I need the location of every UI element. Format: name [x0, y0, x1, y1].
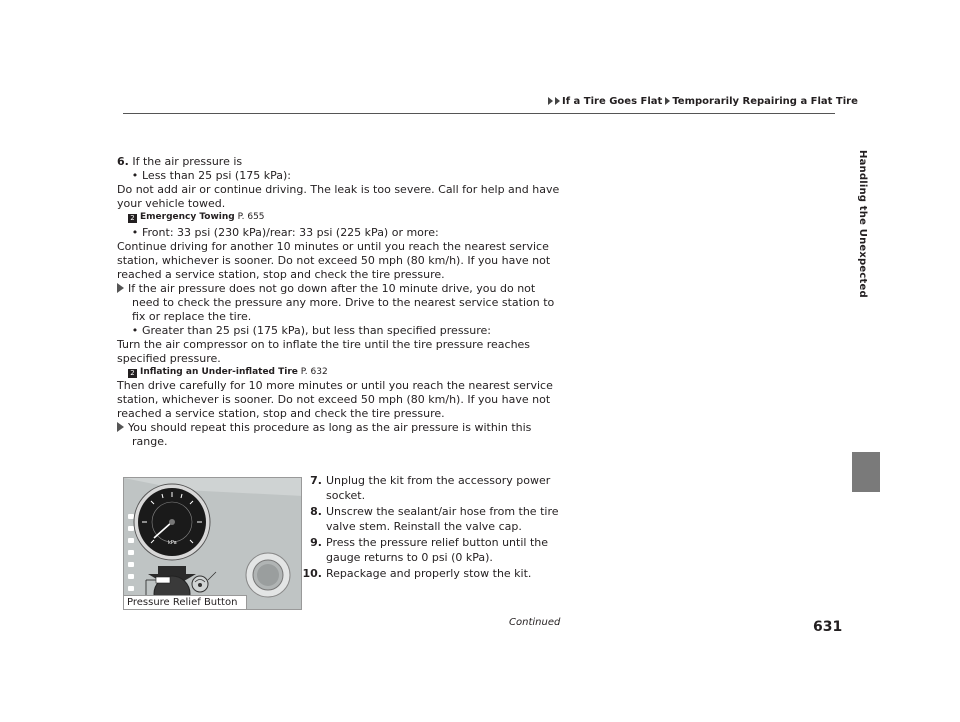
- note-line: need to check the pressure any more. Drive to the nearest service station to: [132, 296, 555, 309]
- paragraph-line: Turn the air compressor on to inflate the tire until the tire pressure reaches: [117, 338, 531, 351]
- step-number: 7.: [310, 474, 322, 487]
- bullet-item: [117, 324, 557, 338]
- breadcrumb-section[interactable]: If a Tire Goes Flat: [562, 95, 663, 107]
- step-line: Unplug the kit from the accessory power: [326, 474, 551, 487]
- pressure-gauge: [134, 484, 210, 560]
- step-number: 9.: [310, 536, 322, 549]
- reference-title[interactable]: Emergency Towing: [140, 212, 235, 222]
- step-line: gauge returns to 0 psi (0 kPa).: [326, 551, 493, 564]
- step-6: [117, 155, 557, 169]
- step-7: [306, 473, 561, 503]
- breadcrumb-topic[interactable]: Temporarily Repairing a Flat Tire: [672, 95, 858, 107]
- note-line: range.: [132, 435, 168, 448]
- reference-icon: 2: [128, 214, 137, 223]
- bullet-text: Front: 33 psi (230 kPa)/rear: 33 psi (225 kPa) or more:: [142, 226, 439, 239]
- note-arrow-icon: [117, 422, 124, 432]
- bullet-icon: •: [131, 169, 139, 182]
- chapter-side-label: [854, 150, 868, 450]
- paragraph-line: reached a service station, stop and check the tire pressure.: [117, 407, 445, 420]
- repair-kit-illustration: [123, 477, 302, 610]
- bullet-icon: •: [131, 226, 139, 239]
- note-arrow-icon: [117, 283, 124, 293]
- step-text: If the air pressure is: [132, 155, 243, 168]
- step-line: Unscrew the sealant/air hose from the tire: [326, 505, 559, 518]
- main-content: [117, 155, 560, 449]
- paragraph-line: station, whichever is sooner. Do not exceed 50 mph (80 km/h). If you have not: [117, 393, 551, 406]
- breadcrumb: [548, 95, 858, 107]
- bullet-text: Greater than 25 psi (175 kPa), but less than specified pressure:: [142, 324, 492, 337]
- paragraph-line: station, whichever is sooner. Do not exceed 50 mph (80 km/h). If you have not: [117, 254, 551, 267]
- chapter-thumb-tab: [852, 452, 880, 492]
- reference-page[interactable]: P. 632: [300, 367, 328, 377]
- cross-reference-emergency-towing[interactable]: [117, 211, 557, 224]
- continued-label: Continued: [509, 617, 561, 628]
- breadcrumb-arrow-icon: [555, 97, 560, 105]
- breadcrumb-arrow-icon: [665, 97, 670, 105]
- step-8: [306, 504, 561, 534]
- paragraph-line: specified pressure.: [117, 352, 221, 365]
- step-line: socket.: [326, 489, 366, 502]
- note-line: If the air pressure does not go down after the 10 minute drive, you do not: [117, 282, 557, 296]
- reference-page[interactable]: P. 655: [237, 212, 265, 222]
- reference-icon: 2: [128, 369, 137, 378]
- step-number: 6.: [117, 155, 129, 168]
- note-line: You should repeat this procedure as long as the air pressure is within this: [117, 421, 557, 435]
- compressor-knob: [246, 553, 290, 597]
- paragraph-line: your vehicle towed.: [117, 197, 226, 210]
- breadcrumb-arrow-icon: [548, 97, 553, 105]
- bullet-item: [117, 226, 557, 240]
- paragraph-line: Do not add air or continue driving. The leak is too severe. Call for help and have: [117, 183, 560, 196]
- header-rule: [123, 113, 835, 114]
- paragraph-line: reached a service station, stop and check the tire pressure.: [117, 268, 445, 281]
- cross-reference-inflating[interactable]: [117, 366, 557, 379]
- figure-caption: Pressure Relief Button: [123, 595, 247, 610]
- step-number: 8.: [310, 505, 322, 518]
- repair-kit-drawing: [124, 478, 302, 610]
- paragraph-line: Then drive carefully for 10 more minutes or until you reach the nearest service: [117, 379, 553, 392]
- step-list: [302, 473, 561, 582]
- paragraph-line: Continue driving for another 10 minutes or until you reach the nearest service: [117, 240, 549, 253]
- step-line: Press the pressure relief button until the: [326, 536, 548, 549]
- page-number: 631: [813, 619, 843, 635]
- step-10: [302, 566, 561, 581]
- bullet-text: Less than 25 psi (175 kPa):: [142, 169, 291, 182]
- gauge-unit: kPa: [168, 540, 177, 546]
- step-number: 10.: [302, 567, 322, 580]
- step-line: Repackage and properly stow the kit.: [326, 567, 532, 580]
- step-9: [306, 535, 561, 565]
- bullet-icon: •: [131, 324, 139, 337]
- bullet-item: [117, 169, 557, 183]
- note-line: fix or replace the tire.: [132, 310, 252, 323]
- step-line: valve stem. Reinstall the valve cap.: [326, 520, 522, 533]
- reference-title[interactable]: Inflating an Under-inflated Tire: [140, 367, 298, 377]
- chapter-side-label-text: Handling the Unexpected: [857, 150, 868, 298]
